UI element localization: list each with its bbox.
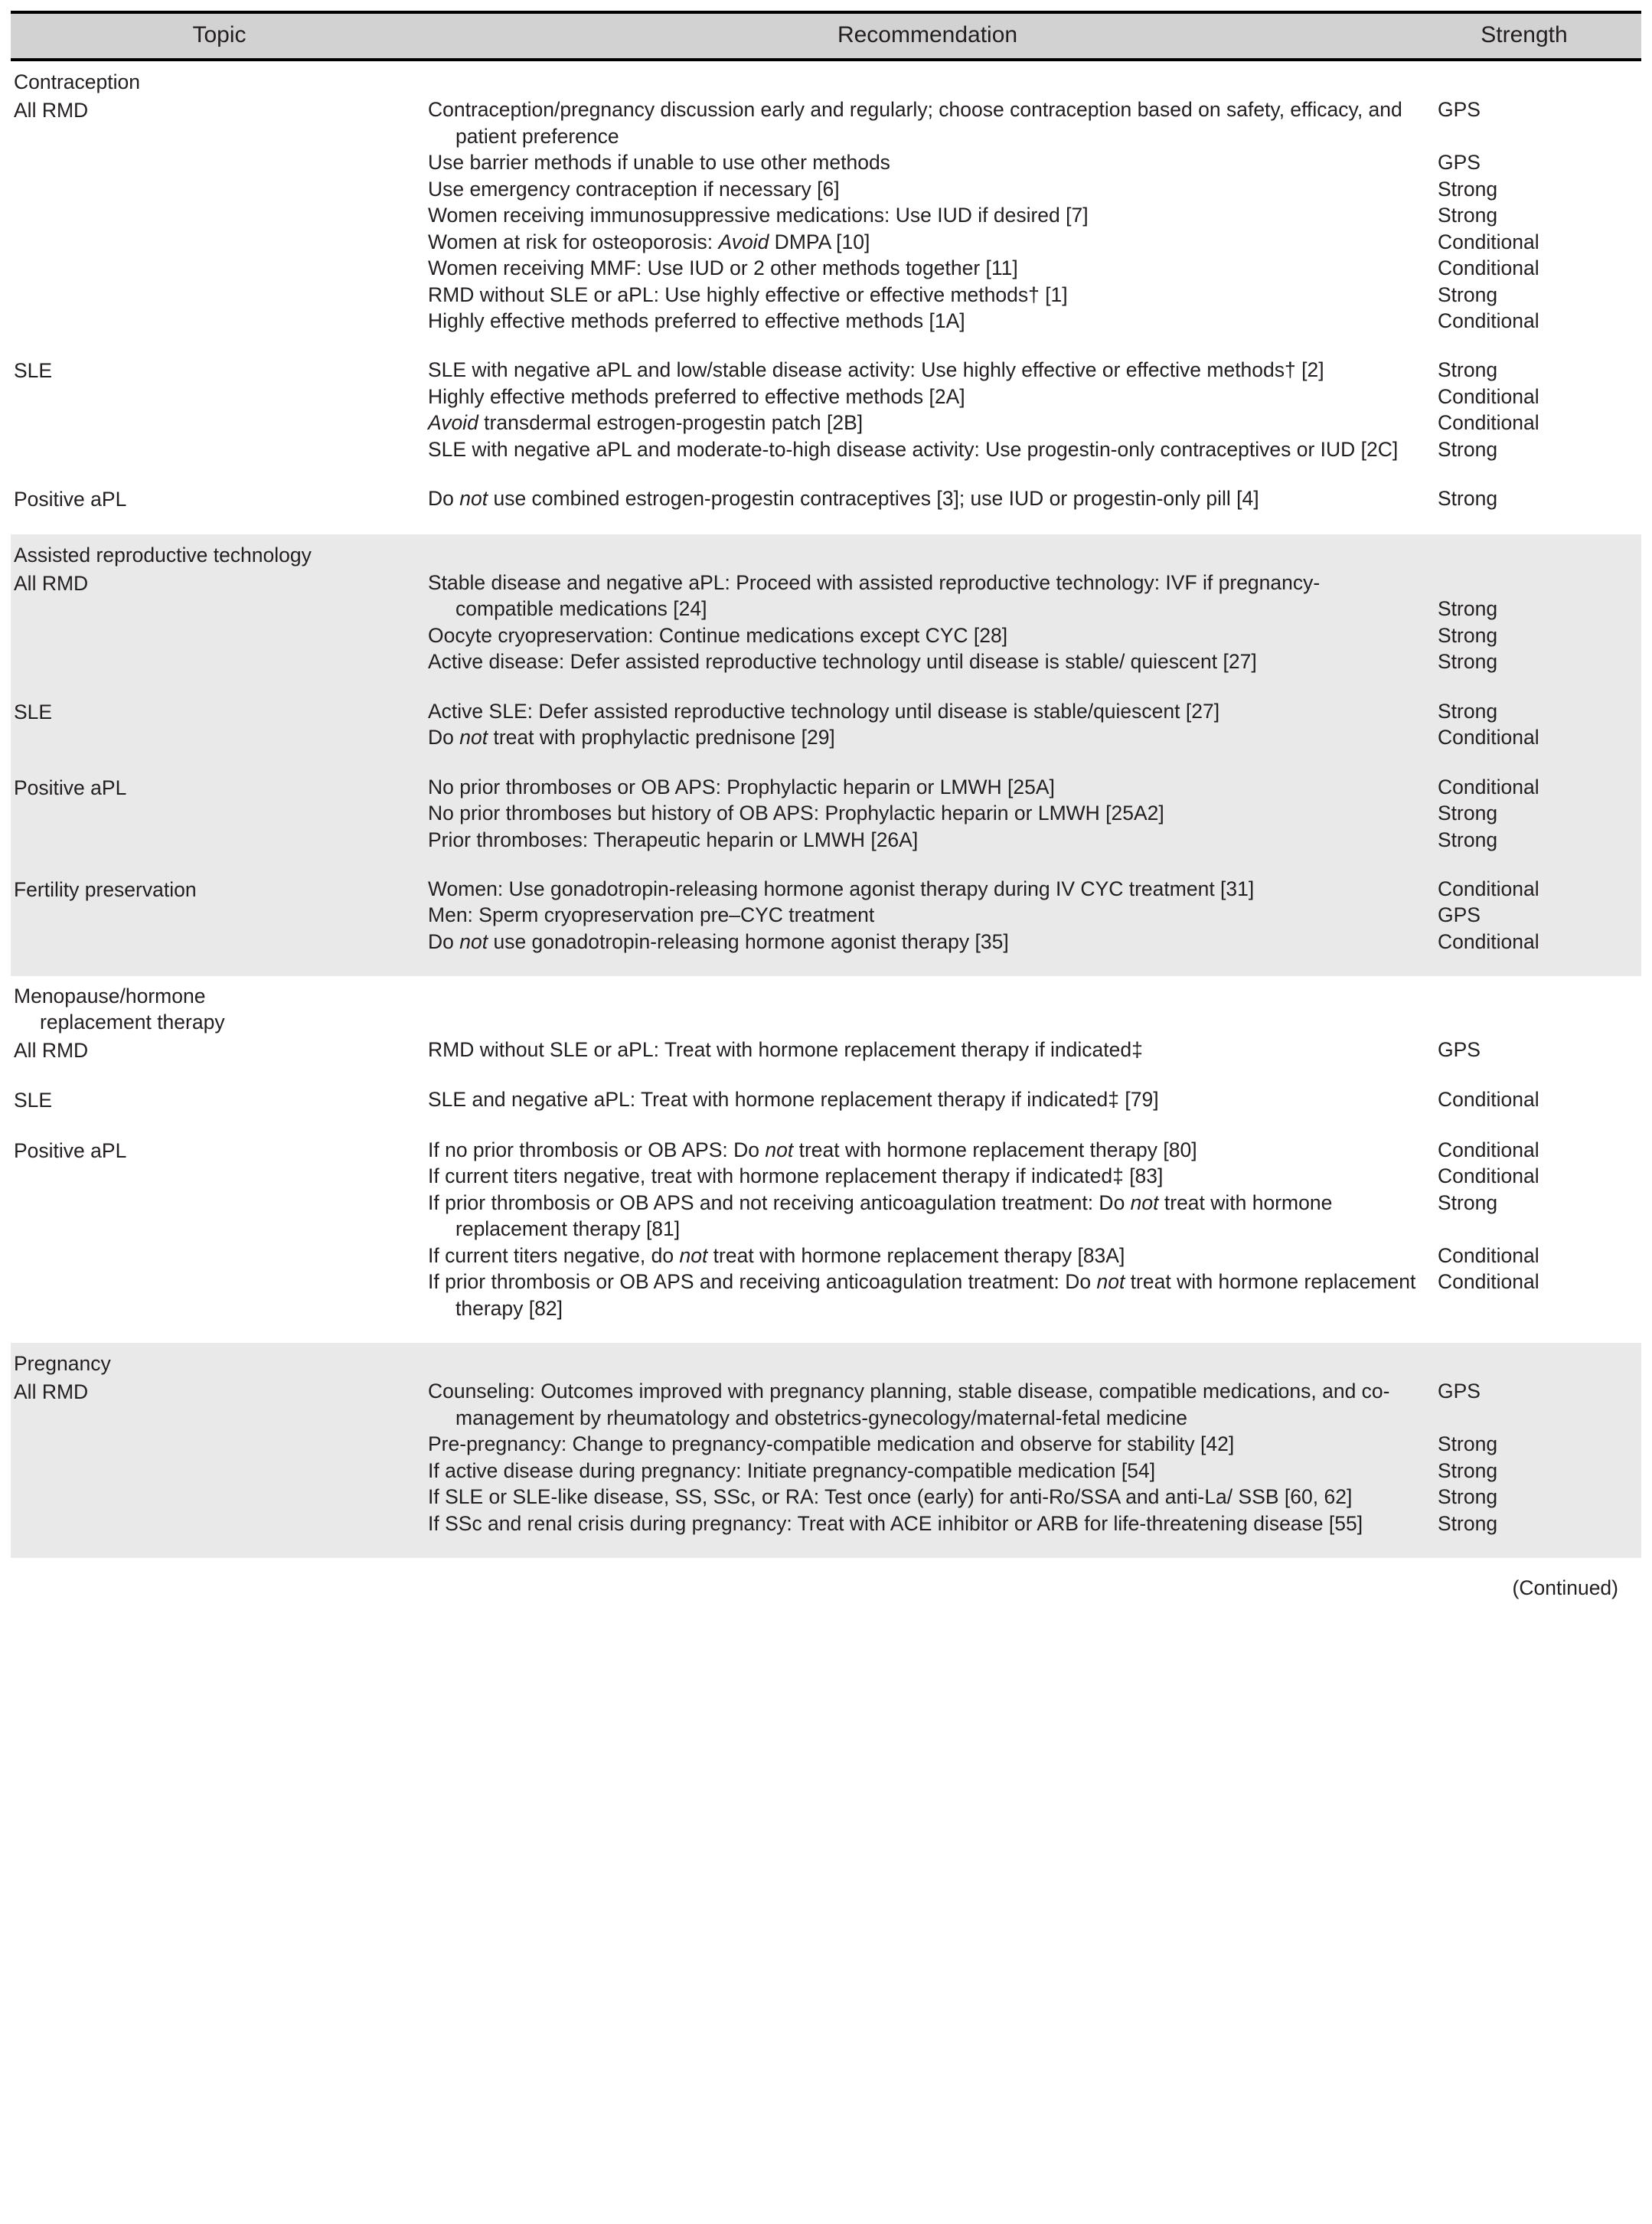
- recommendation-item: No prior thromboses or OB APS: Prophylactic heparin or LMWH [25A]: [428, 775, 1055, 798]
- column-header-topic: Topic: [11, 12, 428, 60]
- group-gap: [11, 853, 1641, 876]
- strength-value: Strong: [1438, 282, 1498, 306]
- section-pad-cell: [1427, 1321, 1641, 1343]
- strength-cell: [1427, 570, 1641, 675]
- section-title-spacer-rec: [428, 60, 1427, 96]
- section-title-row: [11, 534, 1641, 570]
- section-bottom-pad: [11, 955, 1641, 976]
- group-gap-cell: [1427, 462, 1641, 485]
- topic-subgroup-label: Positive aPL: [11, 485, 428, 512]
- recommendation-cell: [428, 774, 1427, 853]
- recommendation-item: Use emergency contraception if necessary [6]: [428, 177, 840, 201]
- section-pad-cell: [11, 513, 428, 534]
- strength-list: [1438, 1086, 1638, 1112]
- recommendation-item: Women receiving MMF: Use IUD or 2 other methods together [11]: [428, 256, 1018, 280]
- topic-subgroup-label: Fertility preservation: [11, 876, 428, 955]
- strength-value: Strong: [1438, 1190, 1498, 1214]
- strength-list: [1438, 774, 1638, 853]
- section-title-row: [11, 1343, 1641, 1378]
- table-row: [11, 1037, 1641, 1063]
- group-gap-cell: [11, 462, 428, 485]
- recommendation-list: [428, 357, 1416, 462]
- strength-value: Strong: [1438, 802, 1498, 825]
- recommendation-item: Women: Use gonadotropin-releasing hormone agonist therapy during IV CYC treatment [31]: [428, 877, 1255, 900]
- group-gap-cell: [1427, 334, 1641, 357]
- group-gap: [11, 1063, 1641, 1086]
- topic-subgroup-label: SLE: [11, 357, 428, 462]
- recommendation-cell: [428, 698, 1427, 751]
- strength-cell: [1427, 485, 1641, 512]
- strength-value: Strong: [1438, 1432, 1498, 1456]
- strength-cell: [1427, 1086, 1641, 1113]
- recommendation-item: SLE with negative aPL and low/stable disease activity: Use highly effective or effective methods† [2]: [428, 358, 1324, 382]
- recommendation-item: Highly effective methods preferred to effective methods [1A]: [428, 309, 965, 332]
- recommendation-cell: [428, 1037, 1427, 1063]
- strength-cell: [1427, 1378, 1641, 1537]
- section-bottom-pad: [11, 513, 1641, 534]
- header-row: [11, 12, 1641, 60]
- recommendation-cell: [428, 96, 1427, 334]
- recommendation-item: Avoid transdermal estrogen-progestin patch [2B]: [428, 411, 864, 435]
- continued-spacer-2: [428, 1558, 1427, 1605]
- recommendation-cell: [428, 485, 1427, 512]
- group-gap: [11, 1114, 1641, 1137]
- strength-value: Strong: [1438, 828, 1498, 851]
- recommendation-item: RMD without SLE or aPL: Treat with hormone replacement therapy if indicated‡: [428, 1038, 1143, 1061]
- section-title-line-1: Menopause/hormone: [14, 985, 206, 1008]
- strength-cell: [1427, 698, 1641, 751]
- section-title: Pregnancy: [11, 1343, 428, 1378]
- strength-value: Conditional: [1438, 309, 1539, 332]
- recommendation-item: RMD without SLE or aPL: Use highly effective or effective methods† [1]: [428, 282, 1068, 306]
- strength-value: Strong: [1438, 699, 1498, 723]
- strength-list: [1438, 1137, 1638, 1295]
- topic-subgroup-label: SLE: [11, 1086, 428, 1113]
- strength-list: [1438, 485, 1638, 511]
- continued-spacer-1: [11, 1558, 428, 1605]
- group-gap-cell: [428, 462, 1427, 485]
- strength-value: Strong: [1438, 177, 1498, 201]
- group-gap-cell: [11, 1063, 428, 1086]
- strength-value: Conditional: [1438, 256, 1539, 280]
- recommendation-list: [428, 1037, 1416, 1063]
- section-pad-cell: [428, 513, 1427, 534]
- recommendation-item: Active disease: Defer assisted reproductive technology until disease is stable/ quiescent [27]: [428, 650, 1257, 674]
- recommendation-list: [428, 1137, 1416, 1321]
- strength-cell: [1427, 357, 1641, 462]
- recommendation-item: Men: Sperm cryopreservation pre–CYC treatment: [428, 903, 875, 927]
- recommendation-item: Do not use combined estrogen-progestin contraceptives [3]; use IUD or progestin-only pill [4]: [428, 487, 1259, 511]
- topic-subgroup-label: All RMD: [11, 96, 428, 334]
- strength-value: Conditional: [1438, 1270, 1539, 1294]
- recommendation-item: If prior thrombosis or OB APS and not receiving anticoagulation treatment: Do not treat with hormone replacement therapy [81]: [428, 1190, 1333, 1241]
- recommendation-item: If current titers negative, treat with hormone replacement therapy if indicated‡ [83]: [428, 1164, 1164, 1188]
- table-row: [11, 876, 1641, 955]
- section-title-spacer-rec: [428, 534, 1427, 570]
- recommendation-item: Stable disease and negative aPL: Proceed with assisted reproductive technology: IVF if pregnancy-compatible medications [24]: [428, 571, 1321, 621]
- group-gap-cell: [428, 853, 1427, 876]
- section-bottom-pad: [11, 1321, 1641, 1343]
- section-pad-cell: [1427, 1537, 1641, 1558]
- strength-value: Strong: [1438, 487, 1498, 511]
- strength-value: Conditional: [1438, 726, 1539, 749]
- recommendation-item: Pre-pregnancy: Change to pregnancy-compatible medication and observe for stability [42]: [428, 1432, 1235, 1456]
- section-title-spacer-rec: [428, 1343, 1427, 1378]
- group-gap-cell: [1427, 853, 1641, 876]
- strength-value: GPS: [1438, 98, 1481, 122]
- recommendation-item: If SLE or SLE-like disease, SS, SSc, or RA: Test once (early) for anti-Ro/SSA and anti-La/ SSB [60, 62]: [428, 1485, 1353, 1509]
- table-row: [11, 698, 1641, 751]
- group-gap: [11, 675, 1641, 698]
- table-body: [11, 60, 1641, 1605]
- section-title-spacer-strength: [1427, 976, 1641, 1037]
- section-pad-cell: [428, 1321, 1427, 1343]
- recommendation-item: Women receiving immunosuppressive medications: Use IUD if desired [7]: [428, 204, 1089, 227]
- recommendation-list: [428, 1086, 1416, 1112]
- section-title-spacer-strength: [1427, 534, 1641, 570]
- group-gap-cell: [1427, 1063, 1641, 1086]
- recommendation-item: Oocyte cryopreservation: Continue medications except CYC [28]: [428, 623, 1008, 647]
- recommendation-list: [428, 485, 1416, 511]
- group-gap-cell: [428, 1114, 1427, 1137]
- group-gap-cell: [11, 334, 428, 357]
- section-bottom-pad: [11, 1537, 1641, 1558]
- recommendation-cell: [428, 1137, 1427, 1321]
- recommendation-list: [428, 96, 1416, 334]
- recommendation-item: Women at risk for osteoporosis: Avoid DMPA [10]: [428, 230, 870, 253]
- strength-value: GPS: [1438, 151, 1481, 175]
- strength-value: Conditional: [1438, 384, 1539, 408]
- section-pad-cell: [1427, 955, 1641, 976]
- section-title: Assisted reproductive technology: [11, 534, 428, 570]
- group-gap-cell: [11, 675, 428, 698]
- section-title: Contraception: [11, 60, 428, 96]
- recommendation-cell: [428, 876, 1427, 955]
- table-row: [11, 1378, 1641, 1537]
- recommendation-item: SLE and negative aPL: Treat with hormone replacement therapy if indicated‡ [79]: [428, 1088, 1159, 1112]
- table-row: [11, 96, 1641, 334]
- continued-label: (Continued): [1427, 1558, 1641, 1605]
- strength-value: GPS: [1438, 903, 1481, 927]
- table-row: [11, 357, 1641, 462]
- continued-row: [11, 1558, 1641, 1605]
- recommendation-cell: [428, 570, 1427, 675]
- group-gap-cell: [428, 334, 1427, 357]
- recommendation-list: [428, 1378, 1416, 1537]
- strength-value: Strong: [1438, 437, 1498, 461]
- strength-value: Conditional: [1438, 1243, 1539, 1267]
- strength-value: Strong: [1438, 1485, 1498, 1509]
- group-gap-cell: [428, 675, 1427, 698]
- recommendation-item: SLE with negative aPL and moderate-to-high disease activity: Use progestin-only contraceptives or IUD [2C]: [428, 437, 1399, 461]
- strength-value: Conditional: [1438, 1088, 1539, 1112]
- section-title-line-2: replacement therapy: [40, 1010, 225, 1034]
- recommendation-item: If SSc and renal crisis during pregnancy: Treat with ACE inhibitor or ARB for life-threatening disease [55]: [428, 1511, 1363, 1535]
- section-title-spacer-strength: [1427, 60, 1641, 96]
- group-gap-cell: [11, 853, 428, 876]
- strength-value: Conditional: [1438, 1164, 1539, 1188]
- strength-cell: [1427, 96, 1641, 334]
- recommendation-cell: [428, 1086, 1427, 1113]
- group-gap-cell: [1427, 1114, 1641, 1137]
- strength-list: [1438, 357, 1638, 462]
- group-gap: [11, 334, 1641, 357]
- recommendation-cell: [428, 357, 1427, 462]
- recommendation-item: Active SLE: Defer assisted reproductive technology until disease is stable/quiescent [27]: [428, 699, 1220, 723]
- group-gap: [11, 462, 1641, 485]
- topic-subgroup-label: SLE: [11, 698, 428, 751]
- column-header-strength: Strength: [1427, 12, 1641, 60]
- strength-cell: [1427, 774, 1641, 853]
- section-title-row: [11, 976, 1641, 1037]
- recommendation-item: Prior thromboses: Therapeutic heparin or LMWH [26A]: [428, 828, 919, 851]
- table-row: [11, 1137, 1641, 1321]
- recommendation-item: Use barrier methods if unable to use other methods: [428, 151, 890, 175]
- section-pad-cell: [11, 1537, 428, 1558]
- strength-list: [1438, 698, 1638, 751]
- table-row: [11, 1086, 1641, 1113]
- strength-cell: [1427, 1137, 1641, 1321]
- recommendation-item: If prior thrombosis or OB APS and receiving anticoagulation treatment: Do not treat with hormone replacement therapy [82]: [428, 1270, 1416, 1320]
- recommendation-item: Contraception/pregnancy discussion early and regularly; choose contraception based on safety, efficacy, and patient preference: [428, 98, 1402, 148]
- strength-value: Strong: [1438, 358, 1498, 382]
- strength-value: Strong: [1438, 1458, 1498, 1482]
- group-gap-cell: [1427, 751, 1641, 774]
- section-title: [11, 976, 428, 1037]
- table-header: [11, 12, 1641, 60]
- recommendation-item: Do not use gonadotropin-releasing hormone agonist therapy [35]: [428, 929, 1009, 953]
- strength-cell: [1427, 1037, 1641, 1063]
- group-gap-cell: [428, 1063, 1427, 1086]
- recommendation-item: If current titers negative, do not treat with hormone replacement therapy [83A]: [428, 1243, 1125, 1267]
- strength-list: [1438, 876, 1638, 955]
- recommendation-item: If no prior thrombosis or OB APS: Do not treat with hormone replacement therapy [80]: [428, 1138, 1197, 1161]
- section-title-spacer-strength: [1427, 1343, 1641, 1378]
- strength-value: Strong: [1438, 623, 1498, 647]
- section-title-spacer-rec: [428, 976, 1427, 1037]
- recommendation-cell: [428, 1378, 1427, 1537]
- strength-value: GPS: [1438, 1038, 1481, 1061]
- strength-value: Conditional: [1438, 929, 1539, 953]
- section-pad-cell: [428, 955, 1427, 976]
- table-row: [11, 485, 1641, 512]
- column-header-recommendation: Recommendation: [428, 12, 1427, 60]
- strength-value: Strong: [1438, 204, 1498, 227]
- section-pad-cell: [428, 1537, 1427, 1558]
- strength-value: GPS: [1438, 1380, 1481, 1403]
- group-gap-cell: [11, 751, 428, 774]
- strength-list: [1438, 1378, 1638, 1537]
- recommendation-item: Highly effective methods preferred to effective methods [2A]: [428, 384, 965, 408]
- table-row: [11, 570, 1641, 675]
- topic-subgroup-label: Positive aPL: [11, 1137, 428, 1321]
- strength-list: [1438, 96, 1638, 334]
- recommendation-item: Counseling: Outcomes improved with pregnancy planning, stable disease, compatible medications, and co-management by rheumatology and obstetrics-gynecology/maternal-fetal medicine: [428, 1380, 1390, 1429]
- group-gap-cell: [1427, 675, 1641, 698]
- group-gap-cell: [11, 1114, 428, 1137]
- topic-subgroup-label: Positive aPL: [11, 774, 428, 853]
- strength-value: Strong: [1438, 650, 1498, 674]
- strength-list: [1438, 596, 1638, 674]
- section-pad-cell: [11, 1321, 428, 1343]
- recommendation-item: If active disease during pregnancy: Initiate pregnancy-compatible medication [54]: [428, 1458, 1156, 1482]
- topic-subgroup-label: All RMD: [11, 1378, 428, 1537]
- strength-value: Conditional: [1438, 230, 1539, 253]
- strength-value: Conditional: [1438, 877, 1539, 900]
- recommendation-list: [428, 698, 1416, 751]
- strength-cell: [1427, 876, 1641, 955]
- recommendation-list: [428, 570, 1416, 675]
- section-pad-cell: [11, 955, 428, 976]
- strength-list: [1438, 1037, 1638, 1063]
- group-gap: [11, 751, 1641, 774]
- topic-subgroup-label: All RMD: [11, 570, 428, 675]
- strength-value: Conditional: [1438, 411, 1539, 435]
- table-row: [11, 774, 1641, 853]
- recommendations-table: [11, 11, 1641, 1605]
- group-gap-cell: [428, 751, 1427, 774]
- strength-value: Conditional: [1438, 775, 1539, 798]
- recommendation-item: No prior thromboses but history of OB APS: Prophylactic heparin or LMWH [25A2]: [428, 802, 1164, 825]
- topic-subgroup-label: All RMD: [11, 1037, 428, 1063]
- section-pad-cell: [1427, 513, 1641, 534]
- strength-value: Strong: [1438, 1511, 1498, 1535]
- recommendation-list: [428, 774, 1416, 853]
- section-title-row: [11, 60, 1641, 96]
- recommendation-list: [428, 876, 1416, 955]
- strength-value: Conditional: [1438, 1138, 1539, 1161]
- recommendation-item: Do not treat with prophylactic prednisone [29]: [428, 726, 835, 749]
- top-spacer: [11, 0, 1641, 11]
- strength-value: Strong: [1438, 597, 1498, 621]
